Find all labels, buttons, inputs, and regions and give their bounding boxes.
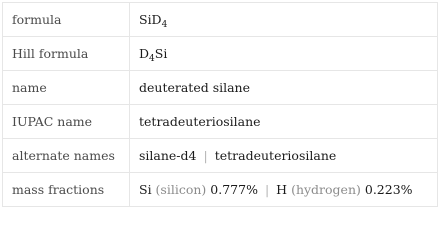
row-label-alternate-names: alternate names	[3, 139, 130, 173]
alternate-name-1: silane-d4	[139, 148, 197, 163]
row-label-name: name	[3, 71, 130, 105]
hill-formula-text-1: D	[139, 46, 150, 61]
hill-formula-text-2: Si	[154, 46, 168, 61]
separator: |	[264, 182, 270, 197]
properties-table	[2, 2, 438, 207]
element-symbol-si: Si	[139, 182, 152, 197]
table-row	[3, 173, 438, 207]
alternate-name-2: tetradeuteriosilane	[214, 148, 337, 163]
element-name-hydrogen: (hydrogen)	[291, 182, 361, 197]
row-label-formula: formula	[3, 3, 130, 37]
row-label-mass-fractions: mass fractions	[3, 173, 130, 207]
table-row	[3, 37, 438, 71]
fraction-value-h: 0.223%	[364, 182, 413, 197]
formula-subscript: 4	[161, 20, 168, 30]
formula-value	[130, 3, 438, 37]
table-row	[3, 3, 438, 37]
element-symbol-h: H	[276, 182, 288, 197]
row-label-hill-formula: Hill formula	[3, 37, 130, 71]
element-name-silicon: (silicon)	[155, 182, 207, 197]
fraction-value-si: 0.777%	[210, 182, 258, 197]
iupac-name-value: tetradeuteriosilane	[130, 105, 438, 139]
alternate-names-value	[130, 139, 438, 173]
mass-fractions-value	[130, 173, 438, 207]
separator: |	[203, 148, 208, 163]
table-row	[3, 71, 438, 105]
table-row	[3, 139, 438, 173]
name-value: deuterated silane	[130, 71, 438, 105]
row-label-iupac-name: IUPAC name	[3, 105, 130, 139]
hill-formula-subscript: 4	[149, 54, 155, 64]
formula-text: SiD	[139, 12, 162, 27]
hill-formula-value	[130, 37, 438, 71]
table-row	[3, 105, 438, 139]
